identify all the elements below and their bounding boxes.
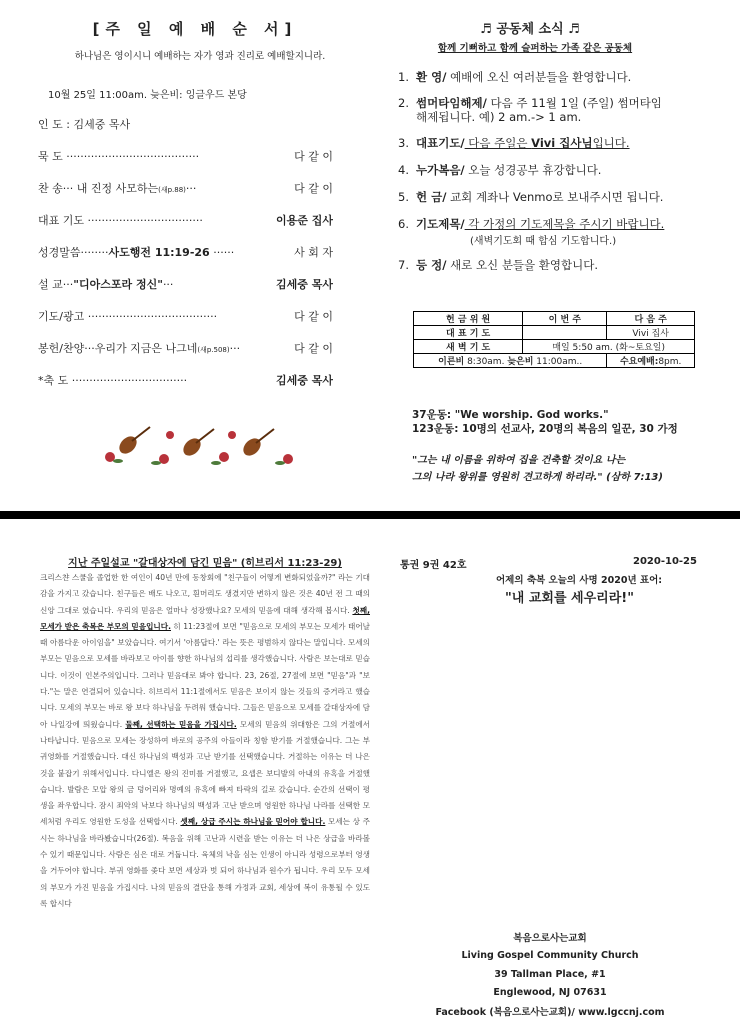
sermon-body — [40, 570, 370, 912]
duty-header: 헌 금 위 원 — [414, 312, 523, 326]
order-item-leader: ··· — [185, 182, 197, 195]
news-head: 등 정/ — [416, 258, 447, 272]
news-text: 예배에 오신 여러분들을 환영합니다. — [446, 70, 632, 84]
sermon-text: 크리스챤 스쿨을 졸업한 한 여인이 40년 만에 동창회에 "친구들이 어떻게 변화되었을까?" 라는 기대감을 가지고 갔습니다. 친구들은 배도 나오고, 흰머리도 생겼지만 변하지 않은 것은 40년 전 그 때의 신앙 그대로 였습니다. 우리의 믿음은 얼마나 성장했나요? 모세의 믿음에 대해 생각해 봅시다. — [40, 573, 370, 615]
verse-line: "그는 내 이름을 위하여 집을 건축할 것이요 나는 — [412, 455, 626, 466]
service-label: 늦은비 — [507, 357, 534, 367]
bible-verse — [412, 452, 663, 486]
sermon-point-heading: 첫째, 모세가 받은 축복은 부모의 믿음입니다. — [40, 605, 370, 631]
news-text-end: 입니다. — [592, 136, 630, 150]
hymn-page-ref: (새p.508) — [197, 346, 230, 354]
news-item — [398, 217, 708, 231]
worship-date-line: 10월 25일 11:00am. 늦은비: 잉글우드 본당 — [48, 90, 247, 101]
news-text: 각 가정의 기도제목을 주시기 바랍니다. — [464, 217, 665, 231]
order-item-leader-name: 김세중 목사 — [276, 374, 333, 387]
news-head: 환 영/ — [416, 70, 447, 84]
motto-text: "내 교회를 세우리라!" — [505, 591, 634, 606]
violin-icon — [180, 429, 214, 459]
service-times-cell — [607, 354, 695, 368]
sermon-point-heading: 둘째, 선택하는 믿음을 가집시다. — [125, 719, 237, 729]
news-number: 3. — [398, 136, 409, 150]
duty-cell: 매일 5:50 am. (화~토요일) — [523, 340, 695, 354]
service-times-row — [414, 354, 695, 368]
order-item-leader-name: 김세중 목사 — [276, 278, 333, 291]
worship-order-row — [38, 276, 333, 296]
duty-cell — [523, 326, 607, 340]
issue-date: 2020-10-25 — [633, 556, 697, 567]
news-number: 1. — [398, 70, 409, 84]
duty-header-row — [414, 312, 695, 326]
news-number: 6. — [398, 217, 409, 231]
worship-order-row — [38, 340, 333, 360]
order-item-detail: "디아스포라 정신" — [73, 278, 163, 291]
section-divider — [0, 511, 740, 519]
service-times-cell — [414, 354, 607, 368]
news-text: 오늘 성경공부 휴강합니다. — [464, 163, 602, 177]
church-website-link[interactable]: Facebook (복음으로사는교회)/ www.lgccnj.com — [435, 1007, 665, 1018]
verse-line: 그의 나라 왕위를 영원히 견고하게 하리라." (삼하 7:13) — [412, 472, 663, 483]
order-item-leader-name: 사 회 자 — [294, 246, 333, 259]
duty-cell: 새 벽 기 도 — [414, 340, 523, 354]
news-number: 4. — [398, 163, 409, 177]
order-item-leader-name: 이용준 집사 — [276, 214, 333, 227]
service-label: 수요예배: — [619, 357, 659, 367]
duty-row — [414, 340, 695, 354]
worship-order-title: [주 일 예 배 순 서] — [92, 20, 298, 38]
order-item-label: 인 도 : 김세중 목사 — [38, 118, 131, 131]
order-item-label: 찬 송··· 내 진정 사모하는 — [38, 182, 159, 195]
duty-table — [413, 311, 695, 368]
worship-order-row — [38, 244, 333, 264]
order-item-leader-name: 다 같 이 — [294, 150, 333, 163]
violin-icon — [116, 427, 150, 457]
news-subtitle: 함께 기뻐하고 함께 슬퍼하는 가족 같은 공동체 — [437, 43, 633, 54]
order-item-leader: ··· — [229, 342, 241, 355]
worship-order-row — [38, 372, 333, 392]
sermon-text: 모세의 믿음의 위대함은 그의 거절에서 나타납니다. 믿음으로 모세는 장성하여 바로의 공주의 아들이라 칭함 받기를 거절했습니다. 그는 부귀영화를 거절했습니다. 대신 하나님의 백성과 고난 받기를 선택했습니다. 거절하는 이유는 더 나은 것을 붙잡기 위해서입니다. 다니엘은 왕의 진미를 거절했고, 요셉은 보디발의 아내의 유혹을 거절했습니다. 발람은 모압 왕의 금 덩어리와 명예의 유혹에 빠져 타락의 길로 갔습니다. 순간의 선택이 평생을 좌우합니다. 잠시 죄악의 낙보다 하나님의 백성과 고난 받으며 영원한 하나님 나라를 선택한 모세처럼 우리도 영원한 도성을 선택합시다. — [40, 719, 371, 827]
worship-order-subtitle: 하나님은 영이시니 예배하는 자가 영과 진리로 예배할지니라. — [74, 51, 326, 62]
service-time: 8:30am. — [464, 357, 505, 367]
church-name-en: Living Gospel Community Church — [461, 950, 639, 961]
order-item-label: 대표 기도 ································· — [38, 214, 203, 227]
news-item — [398, 70, 708, 84]
news-number: 7. — [398, 258, 409, 272]
news-item — [398, 258, 708, 272]
order-item-leader-name: 다 같 이 — [294, 182, 333, 195]
sermon-text: 히 11:23절에 보면 "믿음으로 모세의 부모는 모세가 태어날 때 아름다운 아이임을" 보았습니다. 여기서 '아름답다.' 라는 뜻은 평범하지 않다는 말입니다. 모세의 부모는 믿음으로 모세를 바라보고 아이를 향한 하나님의 섭리를 생각했습니다. 사람은 보는대로 믿습니다. 이것이 인본주의입니다. 그러나 믿음대로 봐야 합니다. 23, 26절, 27절에 보면 "믿음"과 "보다."는 말은 연결되어 있습니다. 히브리서 11:1절에서도 믿음은 보이지 않는 것들의 증거라고 했습니다. 모세의 부모는 바로 왕 보다 하나님을 두려워 했습니다. 그들은 믿음으로 모세를 갈대상자에 담아 나일강에 띄웠습니다. — [40, 621, 371, 729]
church-street: 39 Tallman Place, #1 — [494, 969, 606, 980]
news-title: ♬ 공동체 소식 ♬ — [480, 22, 580, 37]
news-item — [398, 96, 708, 124]
order-item-leader: ······ — [209, 246, 235, 259]
service-label: 이른비 — [438, 357, 465, 367]
worship-order-row — [38, 212, 333, 232]
order-item-leader-name: 다 같 이 — [294, 310, 333, 323]
service-time: 8pm. — [658, 357, 682, 367]
campaign-block — [412, 408, 678, 436]
sermon-text: 모세는 상 주시는 하나님을 바라봤습니다(26절). 복음을 위해 고난과 시련을 받는 이유는 더 나은 상급을 바라볼 수 있기 때문입니다. 사람은 심은 대로 거둡니다. 육체의 낙을 심는 인생이 아니라 성령으로부터 영생을 거두어야 합니다. 부귀 영화를 좇다 보면 세상과 벗 되어 하나님과 원수가 됩니다. 우리 모두 모세의 부모가 가진 믿음을 가집시다. 나의 믿음의 결단을 통해 가정과 교회, 세상에 복이 유통될 수 있도록 합시다 — [40, 817, 370, 908]
news-highlight: Vivi 집사님 — [531, 136, 593, 150]
hymn-page-ref: (새p.88) — [158, 186, 186, 194]
news-note: (새벽기도회 때 합심 기도합니다.) — [470, 236, 617, 247]
order-item-leader-name: 다 같 이 — [294, 342, 333, 355]
news-head: 헌 금/ — [416, 190, 447, 204]
violin-rose-decoration — [100, 423, 300, 467]
leaf-icon — [113, 459, 285, 465]
sermon-paragraph — [40, 570, 370, 912]
worship-order-row — [38, 116, 333, 136]
campaign-text: 10명의 선교사, 20명의 복음의 일꾼, 30 가정 — [458, 423, 678, 435]
duty-cell: Vivi 집사 — [607, 326, 695, 340]
duty-header: 다 음 주 — [607, 312, 695, 326]
order-item-label: 설 교··· — [38, 278, 74, 291]
order-item-label: 묵 도 ······································ — [38, 150, 200, 163]
news-text: 다음 주일은 — [464, 136, 532, 150]
news-item — [398, 190, 708, 204]
news-number: 2. — [398, 96, 409, 110]
sermon-title: 지난 주일설교 "갈대상자에 담긴 믿음" (히브리서 11:23-29) — [68, 558, 342, 569]
church-city: Englewood, NJ 07631 — [493, 987, 607, 998]
news-head: 기도제목/ — [416, 217, 465, 231]
news-head: 누가복음/ — [416, 163, 465, 177]
order-item-label: *축 도 ································· — [38, 374, 188, 387]
news-head: 대표기도/ — [416, 136, 465, 150]
order-item-label: 기도/광고 ····································· — [38, 310, 218, 323]
violin-icon — [240, 429, 274, 459]
campaign-text: "We worship. God works." — [451, 409, 609, 421]
worship-order-row — [38, 148, 333, 168]
news-number: 5. — [398, 190, 409, 204]
news-head: 썸머타임해제/ — [416, 96, 487, 110]
news-text: 다음 주 11월 1일 (주일) 썸머타임 — [486, 96, 662, 110]
duty-cell: 대 표 기 도 — [414, 326, 523, 340]
motto-caption: 어제의 축복 오늘의 사명 2020년 표어: — [496, 575, 663, 586]
campaign-label: 37운동: — [412, 409, 452, 421]
service-time: 11:00am.. — [533, 357, 583, 367]
worship-order-row — [38, 180, 333, 200]
issue-volume: 통권 9권 42호 — [400, 560, 467, 571]
news-text: 새로 오신 분들을 환영합니다. — [446, 258, 599, 272]
order-item-label: 봉헌/찬양···우리가 지금은 나그네 — [38, 342, 198, 355]
news-text: 교회 계좌나 Venmo로 보내주시면 됩니다. — [446, 190, 664, 204]
church-name-ko: 복음으로사는교회 — [513, 933, 587, 944]
news-item — [398, 136, 708, 150]
campaign-label: 123운동: — [412, 423, 459, 435]
news-text-cont: 해제됩니다. 예) 2 am.-> 1 am. — [416, 110, 582, 124]
sermon-point-heading: 셋째, 상급 주시는 하나님을 믿어야 합니다. — [180, 817, 326, 827]
duty-header: 이 번 주 — [523, 312, 607, 326]
order-item-leader: ··· — [162, 278, 174, 291]
worship-order-row — [38, 308, 333, 328]
duty-row — [414, 326, 695, 340]
news-item — [398, 163, 708, 177]
order-item-detail: 사도행전 11:19-26 — [108, 246, 210, 259]
order-item-label: 성경말씀········ — [38, 246, 109, 259]
